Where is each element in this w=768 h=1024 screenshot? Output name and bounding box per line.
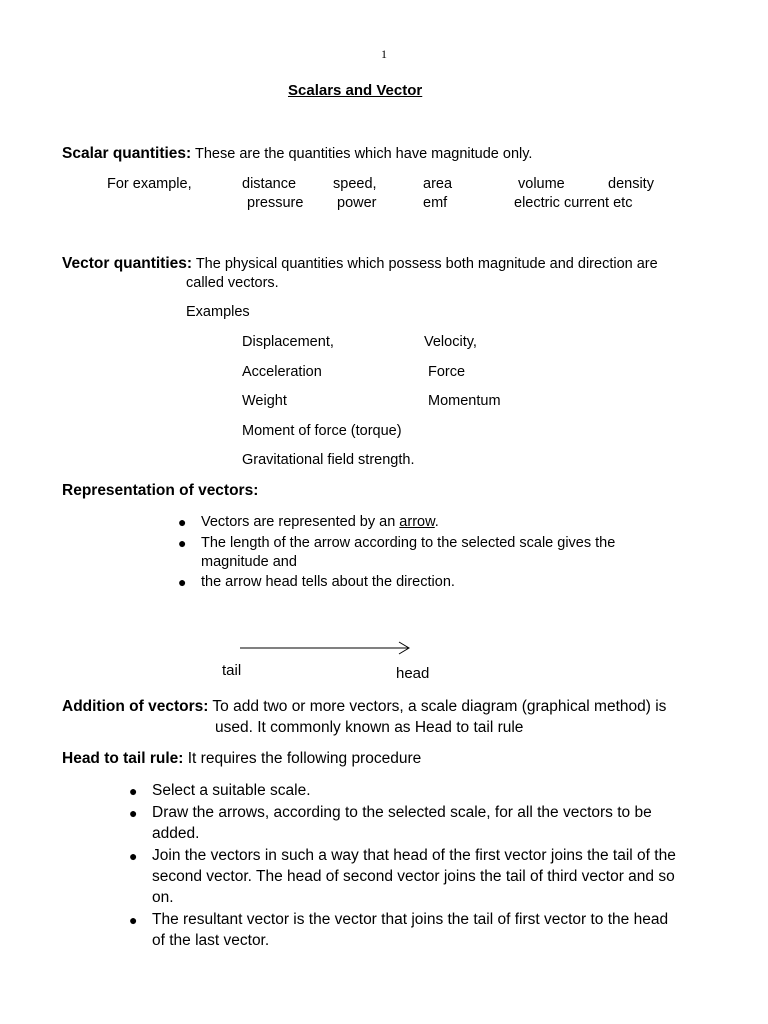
vector-example: Displacement,: [242, 334, 334, 350]
bullet-icon: ●: [178, 514, 187, 530]
vector-example: Force: [428, 364, 466, 380]
scalar-heading: Scalar quantities:: [62, 145, 192, 162]
scalar-example: electric current etc: [514, 195, 633, 211]
procedure-step: Draw the arrows, according to the selected scale, for all the vectors to be: [152, 804, 652, 821]
vector-examples-label: Examples: [186, 304, 250, 320]
procedure-step-continued: added.: [152, 825, 200, 842]
vector-heading: Vector quantities:: [62, 255, 193, 272]
page-title: Scalars and Vector: [288, 82, 423, 99]
vector-example: Gravitational field strength.: [242, 452, 415, 468]
procedure-step: The resultant vector is the vector that joins the tail of first vector to the head: [152, 911, 669, 928]
arrow-tail-label: tail: [222, 662, 242, 679]
page-number: 1: [381, 47, 387, 61]
vector-definition: The physical quantities which possess both magnitude and direction are: [192, 256, 658, 272]
addition-definition-continued: used. It commonly known as Head to tail rule: [215, 719, 524, 736]
arrow-head-label: head: [396, 665, 430, 682]
arrow-term: arrow: [399, 514, 435, 530]
representation-bullet: The length of the arrow according to the selected scale gives the: [201, 535, 616, 551]
vector-example: Weight: [242, 393, 287, 409]
scalar-example: volume: [518, 176, 565, 192]
scalar-example: area: [423, 176, 453, 192]
vector-example: Acceleration: [242, 364, 322, 380]
representation-bullet: Vectors are represented by an arrow.: [201, 514, 439, 530]
bullet-icon: ●: [129, 848, 138, 864]
addition-line: [62, 698, 666, 716]
scalar-example: density: [608, 176, 654, 192]
vector-arrow-diagram: [236, 638, 416, 658]
scalar-example: pressure: [247, 195, 304, 211]
scalar-for-example-label: For example,: [107, 176, 192, 192]
addition-heading: Addition of vectors:: [62, 698, 209, 715]
representation-heading: Representation of vectors:: [62, 482, 259, 499]
head-to-tail-line: [62, 750, 421, 768]
procedure-step-continued: second vector. The head of second vector joins the tail of third vector and so: [152, 868, 675, 885]
vector-definition-line: [62, 255, 658, 273]
scalar-definition: These are the quantities which have magnitude only.: [191, 146, 533, 162]
bullet-icon: ●: [129, 912, 138, 928]
representation-bullet-continued: magnitude and: [201, 554, 297, 570]
scalar-example: power: [337, 195, 377, 211]
bullet-icon: ●: [178, 574, 187, 590]
scalar-definition-line: [62, 145, 532, 163]
vector-example: Momentum: [428, 393, 501, 409]
addition-definition: To add two or more vectors, a scale diagram (graphical method) is: [208, 698, 667, 715]
procedure-step: Select a suitable scale.: [152, 782, 311, 799]
procedure-step: Join the vectors in such a way that head of the first vector joins the tail of the: [152, 847, 676, 864]
bullet-icon: ●: [129, 783, 138, 799]
scalar-example: emf: [423, 195, 448, 211]
bullet-icon: ●: [178, 535, 187, 551]
procedure-step-continued: of the last vector.: [152, 932, 270, 949]
scalar-example: distance: [242, 176, 297, 192]
vector-definition-continued: called vectors.: [186, 275, 279, 291]
head-to-tail-intro: It requires the following procedure: [183, 750, 422, 767]
vector-example: Velocity,: [424, 334, 477, 350]
head-to-tail-heading: Head to tail rule:: [62, 750, 184, 767]
scalar-example: speed,: [333, 176, 377, 192]
bullet-icon: ●: [129, 805, 138, 821]
vector-example: Moment of force (torque): [242, 423, 402, 439]
procedure-step-continued: on.: [152, 889, 174, 906]
representation-bullet: the arrow head tells about the direction.: [201, 574, 455, 590]
